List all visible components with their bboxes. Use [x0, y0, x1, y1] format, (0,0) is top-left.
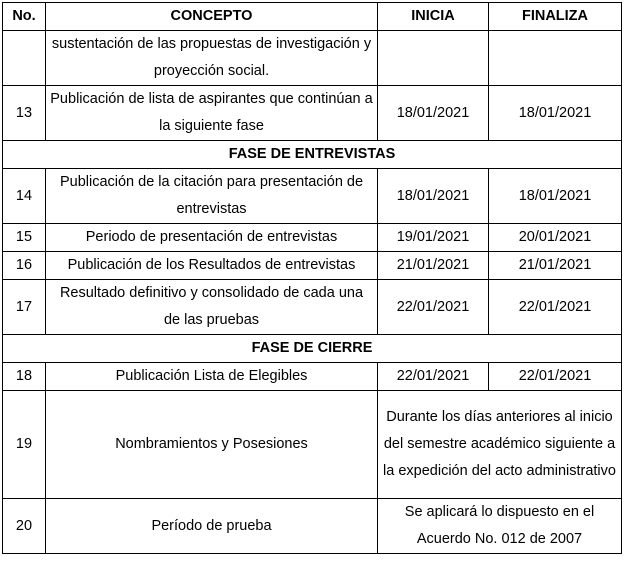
row-concepto: Período de prueba: [46, 499, 378, 554]
table-row: [3, 86, 622, 141]
row-number: 14: [3, 169, 46, 224]
header-finaliza: FINALIZA: [489, 3, 622, 31]
row-concepto: Publicación Lista de Elegibles: [46, 363, 378, 391]
row-finaliza: 22/01/2021: [489, 280, 622, 335]
row-number: 13: [3, 86, 46, 141]
table-header-row: [3, 3, 622, 31]
row-number: 15: [3, 224, 46, 252]
row-inicia: 22/01/2021: [378, 363, 489, 391]
row-inicia: 18/01/2021: [378, 86, 489, 141]
row-inicia: 22/01/2021: [378, 280, 489, 335]
table-row: [3, 499, 622, 554]
phase-row-entrevistas: [3, 141, 622, 169]
row-concepto: Publicación de lista de aspirantes que continúan a la siguiente fase: [46, 86, 378, 141]
schedule-table: [2, 2, 622, 554]
row-concepto: Periodo de presentación de entrevistas: [46, 224, 378, 252]
table-row: [3, 391, 622, 499]
row-number: 18: [3, 363, 46, 391]
row-number: 17: [3, 280, 46, 335]
phase-row-cierre: [3, 335, 622, 363]
header-inicia: INICIA: [378, 3, 489, 31]
row-fecha: Durante los días anteriores al inicio del semestre académico siguiente a la expedición del acto administrativo: [378, 391, 622, 499]
row-concepto: Nombramientos y Posesiones: [46, 391, 378, 499]
row-finaliza: 21/01/2021: [489, 252, 622, 280]
row-finaliza: 20/01/2021: [489, 224, 622, 252]
row-finaliza: [489, 31, 622, 86]
row-inicia: 18/01/2021: [378, 169, 489, 224]
row-concepto: sustentación de las propuestas de investigación y proyección social.: [46, 31, 378, 86]
row-concepto: Resultado definitivo y consolidado de cada una de las pruebas: [46, 280, 378, 335]
schedule-table-wrapper: [2, 2, 622, 554]
row-number: [3, 31, 46, 86]
row-finaliza: 18/01/2021: [489, 86, 622, 141]
row-number: 20: [3, 499, 46, 554]
table-row: [3, 252, 622, 280]
phase-heading: FASE DE CIERRE: [3, 335, 622, 363]
row-inicia: [378, 31, 489, 86]
table-row: [3, 363, 622, 391]
row-concepto: Publicación de la citación para presentación de entrevistas: [46, 169, 378, 224]
row-inicia: 19/01/2021: [378, 224, 489, 252]
row-number: 19: [3, 391, 46, 499]
header-no: No.: [3, 3, 46, 31]
row-inicia: 21/01/2021: [378, 252, 489, 280]
row-finaliza: 18/01/2021: [489, 169, 622, 224]
table-row: [3, 280, 622, 335]
table-row: [3, 169, 622, 224]
header-concepto: CONCEPTO: [46, 3, 378, 31]
table-row: [3, 224, 622, 252]
phase-heading: FASE DE ENTREVISTAS: [3, 141, 622, 169]
row-finaliza: 22/01/2021: [489, 363, 622, 391]
table-row: [3, 31, 622, 86]
row-number: 16: [3, 252, 46, 280]
row-fecha: Se aplicará lo dispuesto en el Acuerdo No. 012 de 2007: [378, 499, 622, 554]
row-concepto: Publicación de los Resultados de entrevistas: [46, 252, 378, 280]
